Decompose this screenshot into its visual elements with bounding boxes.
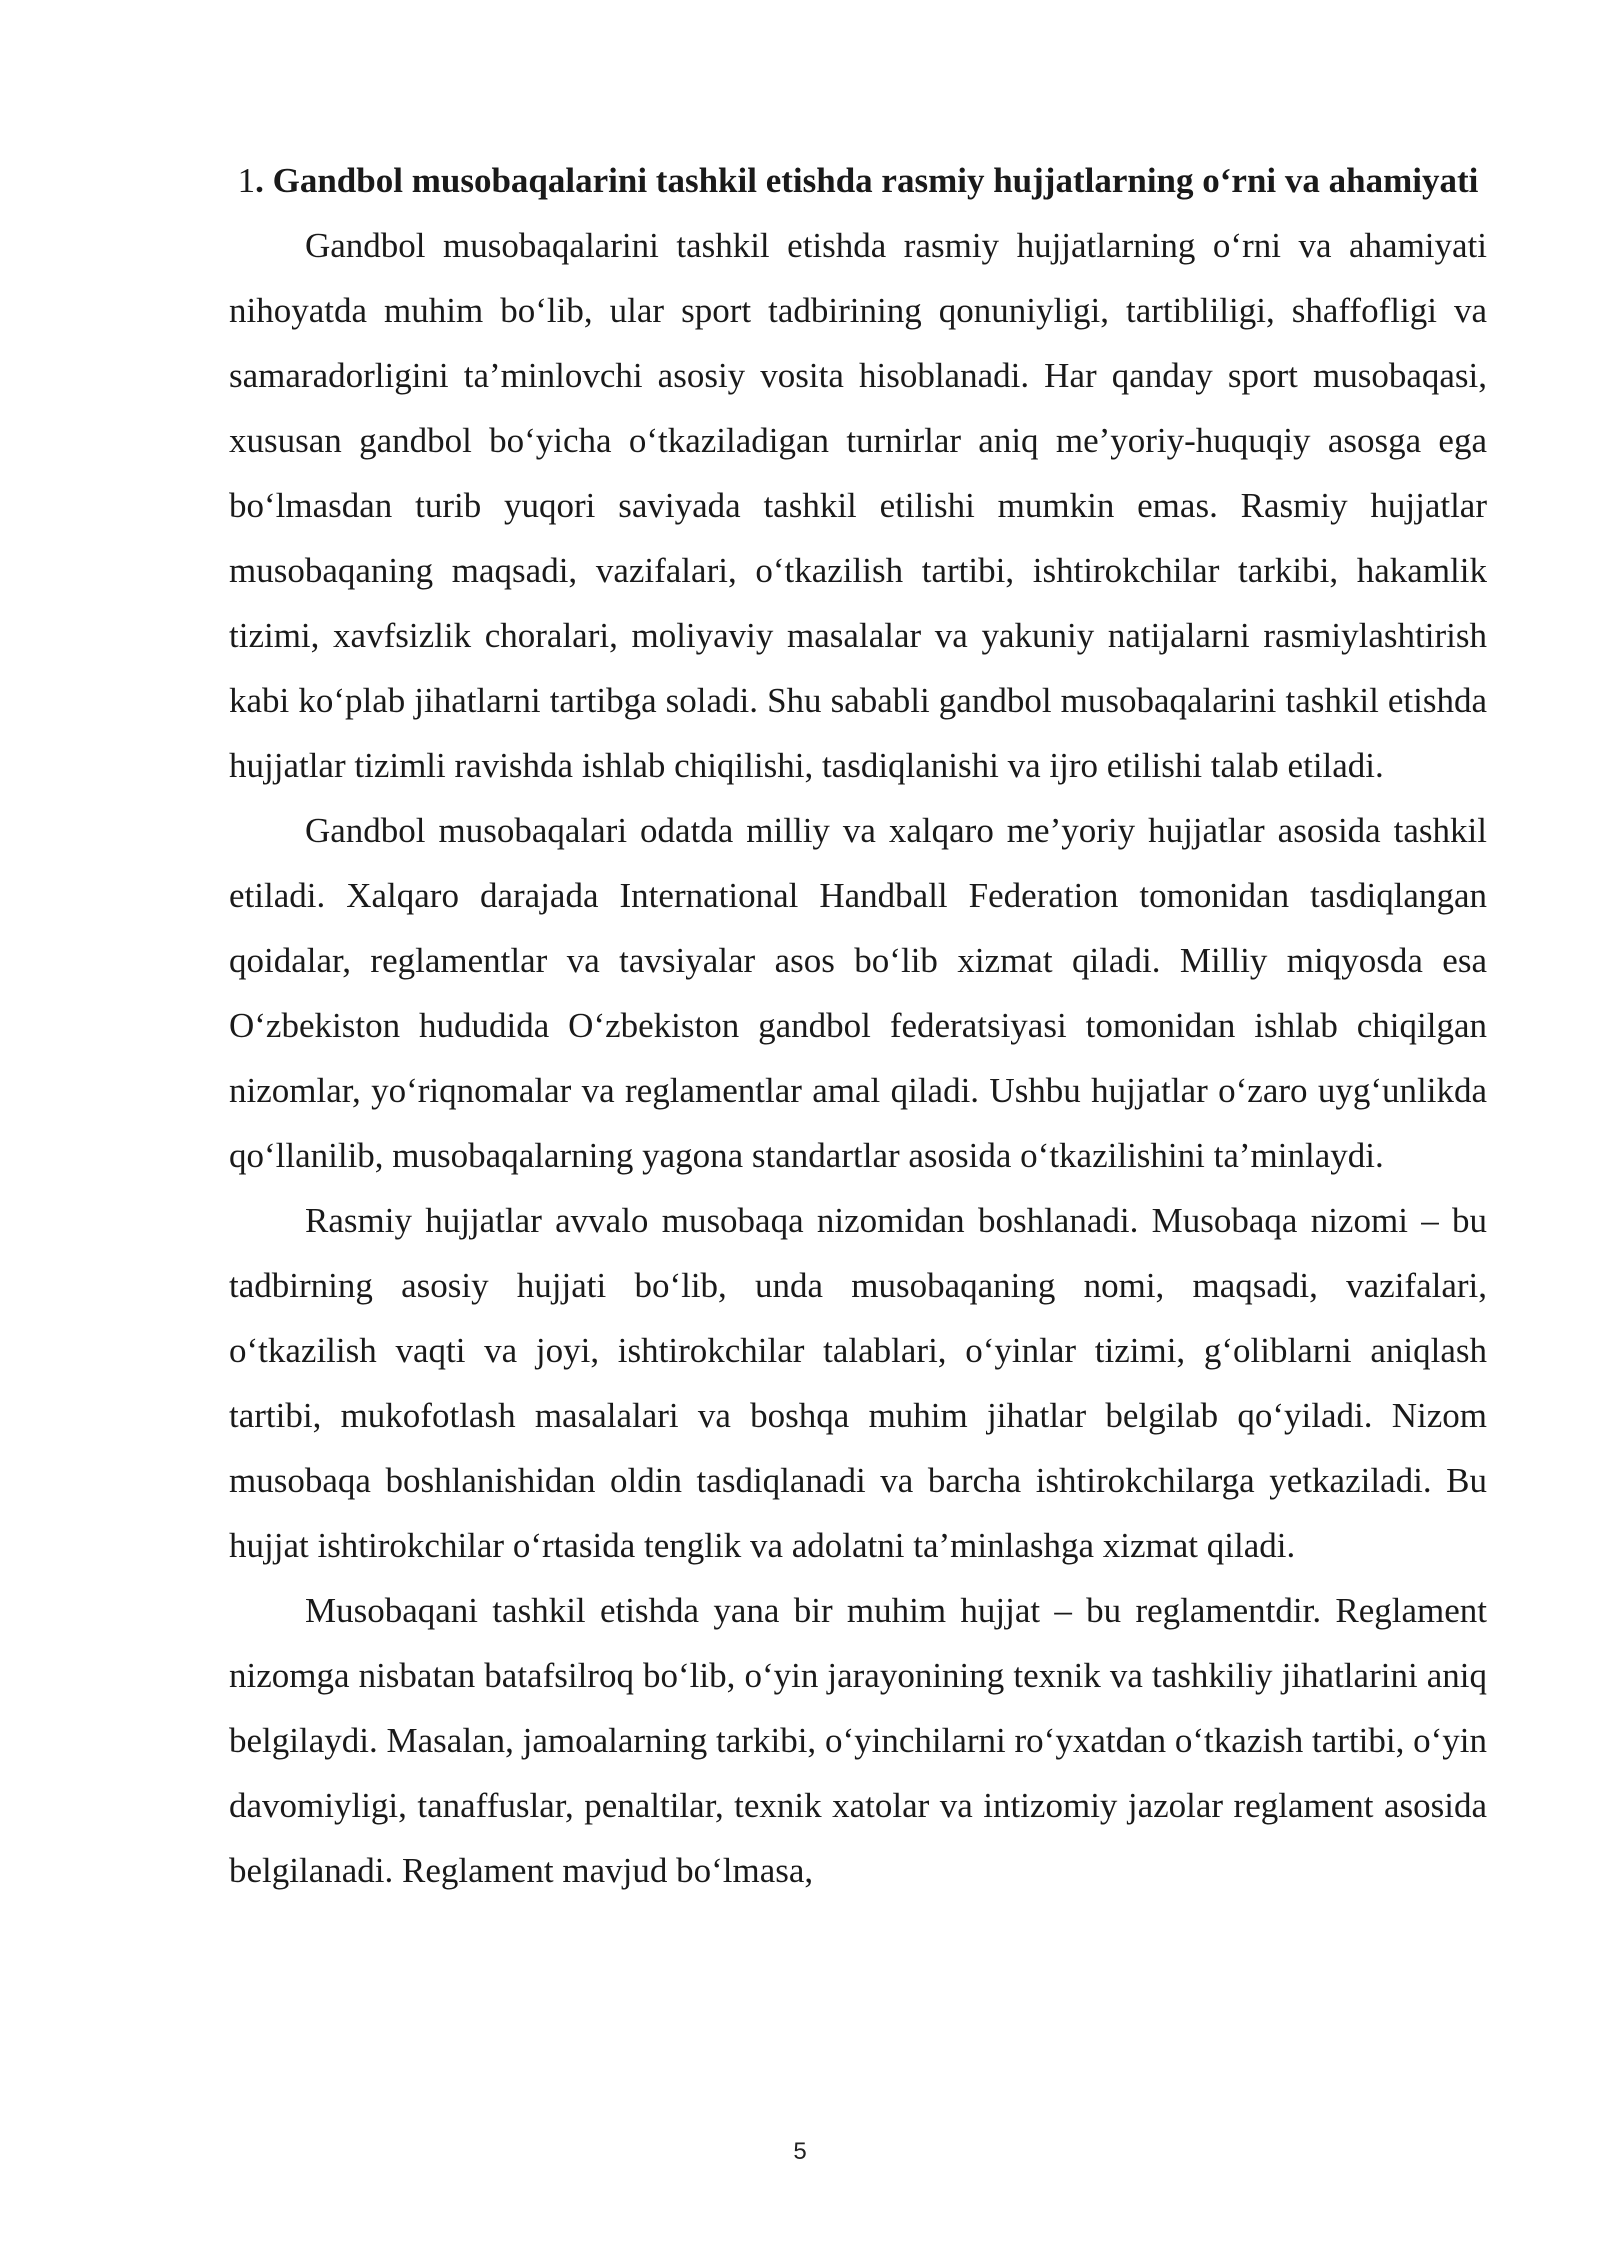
page-content: [229, 148, 1487, 1903]
section-number: 1: [237, 161, 256, 200]
paragraph-1: Gandbol musobaqalarini tashkil etishda rasmiy hujjatlarning o‘rni va ahamiyati nihoyatda muhim bo‘lib, ular sport tadbirining qonuniyligi, tartibliligi, shaffofligi va samaradorligini ta’minlovchi asosiy vosita hisoblanadi. Har qanday sport musobaqasi, xususan gandbol bo‘yicha o‘tkaziladigan turnirlar aniq me’yoriy-huquqiy asosga ega bo‘lmasdan turib yuqori saviyada tashkil etilishi mumkin emas. Rasmiy hujjatlar musobaqaning maqsadi, vazifalari, o‘tkazilish tartibi, ishtirokchilar tarkibi, hakamlik tizimi, xavfsizlik choralari, moliyaviy masalalar va yakuniy natijalarni rasmiylashtirish kabi ko‘plab jihatlarni tartibga soladi. Shu sababli gandbol musobaqalarini tashkil etishda hujjatlar tizimli ravishda ishlab chiqilishi, tasdiqlanishi va ijro etilishi talab etiladi.: [229, 226, 1487, 785]
section-title: . Gandbol musobaqalarini tashkil etishda rasmiy hujjatlarning o‘rni va ahamiyati: [255, 161, 1479, 200]
paragraph-3: Rasmiy hujjatlar avvalo musobaqa nizomidan boshlanadi. Musobaqa nizomi – bu tadbirning asosiy hujjati bo‘lib, unda musobaqaning nomi, maqsadi, vazifalari, o‘tkazilish vaqti va joyi, ishtirokchilar talablari, o‘yinlar tizimi, g‘oliblarni aniqlash tartibi, mukofotlash masalalari va boshqa muhim jihatlar belgilab qo‘yiladi. Nizom musobaqa boshlanishidan oldin tasdiqlanadi va barcha ishtirokchilarga yetkaziladi. Bu hujjat ishtirokchilar o‘rtasida tenglik va adolatni ta’minlashga xizmat qiladi.: [229, 1201, 1487, 1565]
paragraph-2: Gandbol musobaqalari odatda milliy va xalqaro me’yoriy hujjatlar asosida tashkil etiladi. Xalqaro darajada International Handball Federation tomonidan tasdiqlangan qoidalar, reglamentlar va tavsiyalar asos bo‘lib xizmat qiladi. Milliy miqyosda esa O‘zbekiston hududida O‘zbekiston gandbol federatsiyasi tomonidan ishlab chiqilgan nizomlar, yo‘riqnomalar va reglamentlar amal qiladi. Ushbu hujjatlar o‘zaro uyg‘unlikda qo‘llanilib, musobaqalarning yagona standartlar asosida o‘tkazilishini ta’minlaydi.: [229, 811, 1487, 1175]
page-number: 5: [793, 2138, 807, 2165]
section-heading: [229, 148, 1487, 213]
paragraph-4: Musobaqani tashkil etishda yana bir muhim hujjat – bu reglamentdir. Reglament nizomga nisbatan batafsilroq bo‘lib, o‘yin jarayonining texnik va tashkiliy jihatlarini aniq belgilaydi. Masalan, jamoalarning tarkibi, o‘yinchilarni ro‘yxatdan o‘tkazish tartibi, o‘yin davomiyligi, tanaffuslar, penaltilar, texnik xatolar va intizomiy jazolar reglament asosida belgilanadi. Reglament mavjud bo‘lmasa,: [229, 1591, 1487, 1890]
